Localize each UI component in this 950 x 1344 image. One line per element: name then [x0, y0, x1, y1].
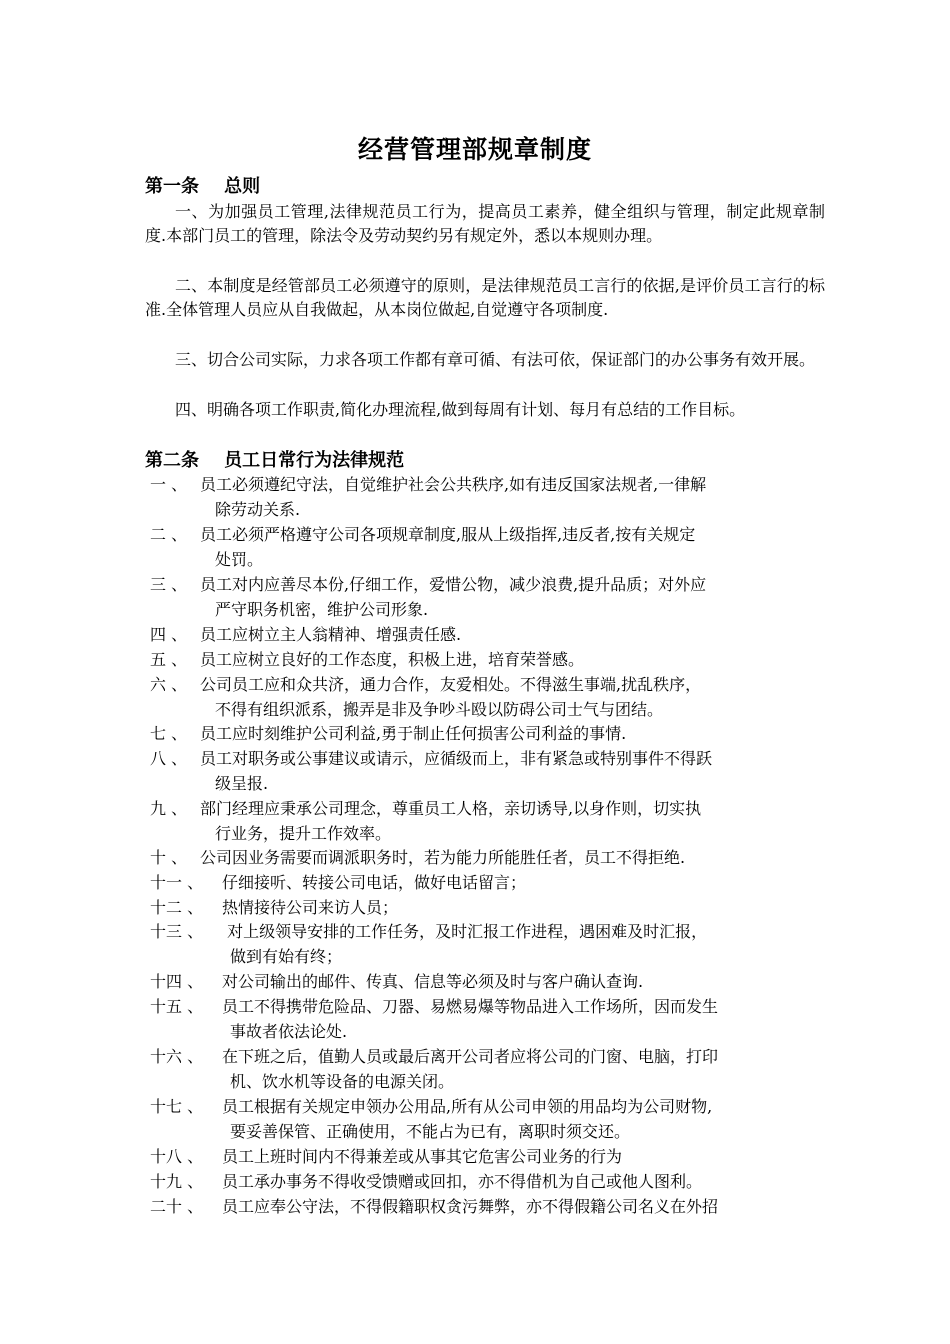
- item-text-continued: 不得有组织派系，搬弄是非及争吵斗殴以防碍公司士气与团结。: [215, 699, 664, 719]
- list-item: [150, 473, 830, 522]
- item-text: 仔细接听、转接公司电话，做好电话留言；: [222, 873, 527, 892]
- item-text: 员工必须遵纪守法，自觉维护社会公共秩序,如有违反国家法规者,一律解: [200, 475, 707, 494]
- item-number: 七 、: [150, 724, 188, 743]
- list-item: [150, 871, 830, 896]
- item-text: 员工应树立良好的工作态度，积极上进，培育荣誉感。: [200, 650, 585, 669]
- item-number: 十七 、: [150, 1097, 204, 1116]
- item-number: 十五 、: [150, 997, 204, 1016]
- item-text: 热情接待公司来访人员；: [222, 898, 399, 917]
- item-text-continued: 级呈报.: [215, 773, 269, 793]
- list-item: [150, 648, 830, 673]
- document-title: 经营管理部规章制度: [357, 135, 592, 164]
- list-item: [150, 673, 830, 722]
- item-text: 员工不得携带危险品、刀器、易燃易爆等物品进入工作场所，因而发生: [222, 997, 719, 1016]
- section-heading-2: 第二条 员工日常行为法律规范: [145, 450, 405, 471]
- item-number: 六 、: [150, 675, 188, 694]
- item-text: 员工对内应善尽本份,仔细工作，爱惜公物，减少浪费,提升品质；对外应: [200, 575, 707, 594]
- item-text-continued: 机、饮水机等设备的电源关闭。: [230, 1071, 455, 1091]
- section-heading-1: 第一条 总则: [145, 176, 261, 197]
- item-number: 十一 、: [150, 873, 204, 892]
- item-text: 员工应树立主人翁精神、增强责任感.: [200, 625, 462, 644]
- item-text: 员工必须严格遵守公司各项规章制度,服从上级指挥,违反者,按有关规定: [200, 525, 696, 544]
- list-item: [150, 1145, 830, 1170]
- list-item: [150, 722, 830, 747]
- list-item: [150, 920, 830, 969]
- paragraph-2: 二、本制度是经管部员工必须遵守的原则，是法律规范员工言行的依据,是评价员工言行的标准.全体管理人员应从自我做起，从本岗位做起,自觉遵守各项制度.: [145, 276, 825, 319]
- item-text: 对公司输出的邮件、传真、信息等必须及时与客户确认查询.: [222, 972, 644, 991]
- item-number: 十六 、: [150, 1047, 204, 1066]
- item-number: 十二 、: [150, 898, 204, 917]
- item-number: 八 、: [150, 749, 188, 768]
- item-text: 员工承办事务不得收受馈赠或回扣，亦不得借机为自己或他人图利。: [222, 1172, 703, 1191]
- item-text: 员工对职务或公事建议或请示，应循级而上，非有紧急或特别事件不得跃: [200, 749, 713, 768]
- item-text-continued: 处罚。: [215, 549, 264, 569]
- item-number: 十九 、: [150, 1172, 204, 1191]
- list-item: [150, 1195, 830, 1220]
- item-number: 二 、: [150, 525, 188, 544]
- paragraph-1: 一、为加强员工管理,法律规范员工行为，提高员工素养，健全组织与管理，制定此规章制度.本部门员工的管理，除法令及劳动契约另有规定外，悉以本规则办理。: [145, 202, 825, 245]
- item-text-continued: 做到有始有终；: [230, 946, 343, 966]
- item-text: 员工应时刻维护公司利益,勇于制止任何损害公司利益的事情.: [200, 724, 627, 743]
- item-text-continued: 行业务，提升工作效率。: [215, 823, 392, 843]
- item-number: 三 、: [150, 575, 188, 594]
- item-text: 员工应奉公守法，不得假籍职权贪污舞弊，亦不得假籍公司名义在外招: [222, 1197, 719, 1216]
- list-item: [150, 995, 830, 1044]
- list-item: [150, 747, 830, 796]
- item-text: 公司因业务需要而调派职务时，若为能力所能胜任者，员工不得拒绝.: [200, 848, 686, 867]
- list-item: [150, 896, 830, 921]
- item-text: 员工根据有关规定申领办公用品,所有从公司申领的用品均为公司财物,: [222, 1097, 713, 1116]
- item-text-continued: 除劳动关系.: [215, 499, 301, 519]
- item-text: 对上级领导安排的工作任务，及时汇报工作进程，遇困难及时汇报，: [222, 922, 708, 941]
- list-item: [150, 970, 830, 995]
- list-item: [150, 1095, 830, 1144]
- paragraph-4: 四、明确各项工作职责,简化办理流程,做到每周有计划、每月有总结的工作目标。: [175, 400, 746, 419]
- item-number: 二十 、: [150, 1197, 204, 1216]
- item-text-continued: 严守职务机密，维护公司形象.: [215, 599, 429, 619]
- item-text-continued: 事故者依法论处.: [230, 1021, 348, 1041]
- item-text: 部门经理应秉承公司理念，尊重员工人格，亲切诱导,以身作则，切实执: [200, 799, 702, 818]
- item-text: 员工上班时间内不得兼差或从事其它危害公司业务的行为: [222, 1147, 623, 1166]
- list-item: [150, 797, 830, 846]
- paragraph-3: 三、切合公司实际，力求各项工作都有章可循、有法可依，保证部门的办公事务有效开展。: [175, 350, 816, 369]
- item-text-continued: 要妥善保管、正确使用，不能占为已有，离职时须交还。: [230, 1121, 631, 1141]
- item-number: 五 、: [150, 650, 188, 669]
- item-number: 十四 、: [150, 972, 204, 991]
- list-item: [150, 623, 830, 648]
- item-text: 在下班之后，值勤人员或最后离开公司者应将公司的门窗、电脑，打印: [222, 1047, 719, 1066]
- list-item: [150, 573, 830, 622]
- item-number: 四 、: [150, 625, 188, 644]
- item-number: 一 、: [150, 475, 188, 494]
- list-item: [150, 1170, 830, 1195]
- item-number: 十 、: [150, 848, 188, 867]
- list-item: [150, 1045, 830, 1094]
- list-item: [150, 523, 830, 572]
- item-number: 九 、: [150, 799, 188, 818]
- item-number: 十三 、: [150, 922, 204, 941]
- item-number: 十八 、: [150, 1147, 204, 1166]
- item-text: 公司员工应和众共济，通力合作，友爱相处。不得滋生事端,扰乱秩序，: [200, 675, 702, 694]
- list-item: [150, 846, 830, 871]
